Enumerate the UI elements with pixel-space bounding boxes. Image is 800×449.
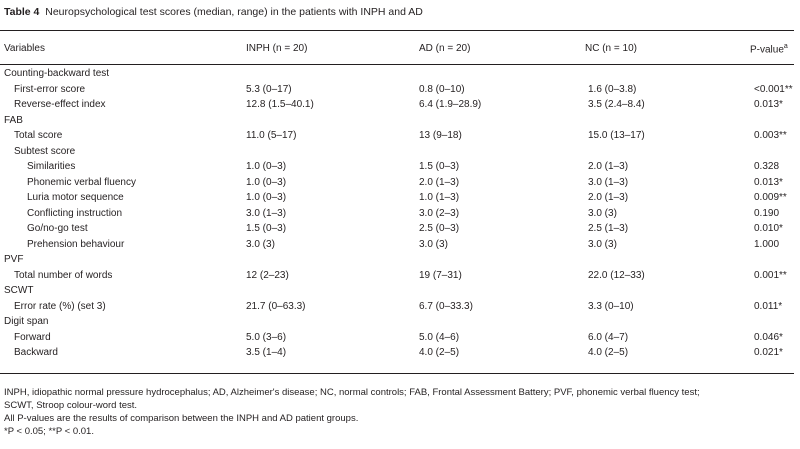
cell-ad: 1.5 (0–3) xyxy=(419,161,460,172)
table-row xyxy=(0,315,794,331)
cell-ad: 2.0 (1–3) xyxy=(419,176,460,188)
table-row xyxy=(0,160,794,176)
header-rule xyxy=(0,64,794,65)
cell-ad: 1.0 (1–3) xyxy=(419,192,460,203)
cell-pvalue: 0.010* xyxy=(754,223,783,234)
cell-inph: 12.8 (1.5–40.1) xyxy=(246,99,314,110)
row-label: Luria motor sequence xyxy=(27,192,124,203)
cell-nc: 1.6 (0–3.8) xyxy=(588,83,637,95)
cell-pvalue: 0.009** xyxy=(754,192,787,203)
cell-pvalue: 0.021* xyxy=(754,347,783,358)
footnote-abbrev-2: SCWT, Stroop colour-word test. xyxy=(4,400,138,411)
table-row xyxy=(0,207,794,223)
table-row xyxy=(0,284,794,300)
table-row xyxy=(0,176,794,192)
header-variables: Variables xyxy=(4,43,45,54)
footnote-significance: *P < 0.05; **P < 0.01. xyxy=(4,426,94,437)
row-label: Forward xyxy=(14,331,51,343)
table-caption xyxy=(4,6,423,18)
table-row xyxy=(0,300,794,316)
bottom-rule xyxy=(0,373,794,374)
cell-nc: 2.0 (1–3) xyxy=(588,192,629,203)
row-label: Counting-backward test xyxy=(4,68,110,79)
cell-ad: 3.0 (3) xyxy=(419,238,448,250)
cell-pvalue: 0.046* xyxy=(754,331,783,343)
row-label: Reverse-effect index xyxy=(14,99,106,110)
row-label: Phonemic verbal fluency xyxy=(27,176,136,188)
cell-nc: 15.0 (13–17) xyxy=(588,130,645,141)
cell-pvalue: 1.000 xyxy=(754,238,780,250)
cell-inph: 11.0 (5–17) xyxy=(246,130,297,141)
cell-ad: 3.0 (2–3) xyxy=(419,207,460,219)
row-label: First-error score xyxy=(14,83,86,95)
cell-ad: 5.0 (4–6) xyxy=(419,331,460,343)
cell-nc: 3.5 (2.4–8.4) xyxy=(588,99,645,110)
table-row xyxy=(0,83,794,99)
cell-nc: 6.0 (4–7) xyxy=(588,331,629,343)
header-inph: INPH (n = 20) xyxy=(246,43,308,54)
footnote-abbrev-1: INPH, idiopathic normal pressure hydrocephalus; AD, Alzheimer's disease; NC, normal controls; FAB, Frontal Assessment Battery; PVF, phonemic verbal fluency test; xyxy=(4,387,700,398)
row-label: Digit span xyxy=(4,316,49,327)
cell-inph: 12 (2–23) xyxy=(246,269,289,281)
cell-pvalue: 0.013* xyxy=(754,99,783,110)
cell-ad: 2.5 (0–3) xyxy=(419,223,460,234)
cell-nc: 3.3 (0–10) xyxy=(588,300,634,312)
cell-inph: 3.5 (1–4) xyxy=(246,347,287,358)
row-label: Error rate (%) (set 3) xyxy=(14,300,106,312)
cell-inph: 3.0 (3) xyxy=(246,238,275,250)
cell-inph: 1.0 (0–3) xyxy=(246,161,287,172)
row-label: PVF xyxy=(4,254,24,265)
table-row xyxy=(0,145,794,161)
cell-inph: 3.0 (1–3) xyxy=(246,207,287,219)
cell-inph: 21.7 (0–63.3) xyxy=(246,300,306,312)
cell-inph: 1.5 (0–3) xyxy=(246,223,287,234)
cell-nc: 3.0 (3) xyxy=(588,207,617,219)
row-label: Go/no-go test xyxy=(27,223,88,234)
cell-inph: 5.3 (0–17) xyxy=(246,83,292,95)
cell-inph: 1.0 (0–3) xyxy=(246,192,287,203)
header-nc: NC (n = 10) xyxy=(585,43,637,54)
table-row xyxy=(0,114,794,130)
table-row xyxy=(0,238,794,254)
header-pvalue-sup: a xyxy=(783,43,788,50)
cell-inph: 5.0 (3–6) xyxy=(246,331,287,343)
cell-ad: 4.0 (2–5) xyxy=(419,347,460,358)
cell-inph: 1.0 (0–3) xyxy=(246,176,287,188)
top-rule xyxy=(0,30,794,31)
header-pvalue xyxy=(750,43,788,55)
table-row xyxy=(0,98,794,114)
cell-ad: 19 (7–31) xyxy=(419,269,462,281)
cell-ad: 0.8 (0–10) xyxy=(419,83,465,95)
table-number: Table 4 xyxy=(4,6,40,18)
cell-pvalue: 0.328 xyxy=(754,161,780,172)
cell-nc: 3.0 (1–3) xyxy=(588,176,629,188)
cell-nc: 4.0 (2–5) xyxy=(588,347,629,358)
cell-ad: 13 (9–18) xyxy=(419,130,462,141)
table-row xyxy=(0,191,794,207)
row-label: Prehension behaviour xyxy=(27,238,125,250)
footnote-pvalue: All P-values are the results of comparison between the INPH and AD patient groups. xyxy=(4,413,359,424)
row-label: Total score xyxy=(14,130,63,141)
header-ad: AD (n = 20) xyxy=(419,43,471,54)
table-row xyxy=(0,331,794,347)
cell-pvalue: 0.011* xyxy=(754,300,783,312)
cell-ad: 6.7 (0–33.3) xyxy=(419,300,473,312)
cell-nc: 2.5 (1–3) xyxy=(588,223,629,234)
cell-pvalue: <0.001** xyxy=(754,83,793,95)
table-row xyxy=(0,222,794,238)
row-label: Conflicting instruction xyxy=(27,207,123,219)
table-row xyxy=(0,269,794,285)
row-label: Backward xyxy=(14,347,58,358)
cell-ad: 6.4 (1.9–28.9) xyxy=(419,99,482,110)
table-title: Neuropsychological test scores (median, range) in the patients with INPH and AD xyxy=(45,6,423,18)
cell-nc: 22.0 (12–33) xyxy=(588,269,645,281)
cell-pvalue: 0.003** xyxy=(754,130,787,141)
cell-pvalue: 0.013* xyxy=(754,176,783,188)
row-label: FAB xyxy=(4,114,23,126)
row-label: SCWT xyxy=(4,285,34,296)
row-label: Subtest score xyxy=(14,145,76,157)
table-row xyxy=(0,129,794,145)
results-table xyxy=(0,67,794,362)
table-footnotes xyxy=(4,386,794,438)
cell-nc: 3.0 (3) xyxy=(588,238,617,250)
table-row xyxy=(0,253,794,269)
row-label: Similarities xyxy=(27,161,76,172)
cell-pvalue: 0.190 xyxy=(754,207,780,219)
cell-pvalue: 0.001** xyxy=(754,269,787,281)
table-row xyxy=(0,67,794,83)
header-pvalue-text: P-value xyxy=(750,44,784,56)
table-row xyxy=(0,346,794,362)
row-label: Total number of words xyxy=(14,269,113,281)
cell-nc: 2.0 (1–3) xyxy=(588,161,629,172)
